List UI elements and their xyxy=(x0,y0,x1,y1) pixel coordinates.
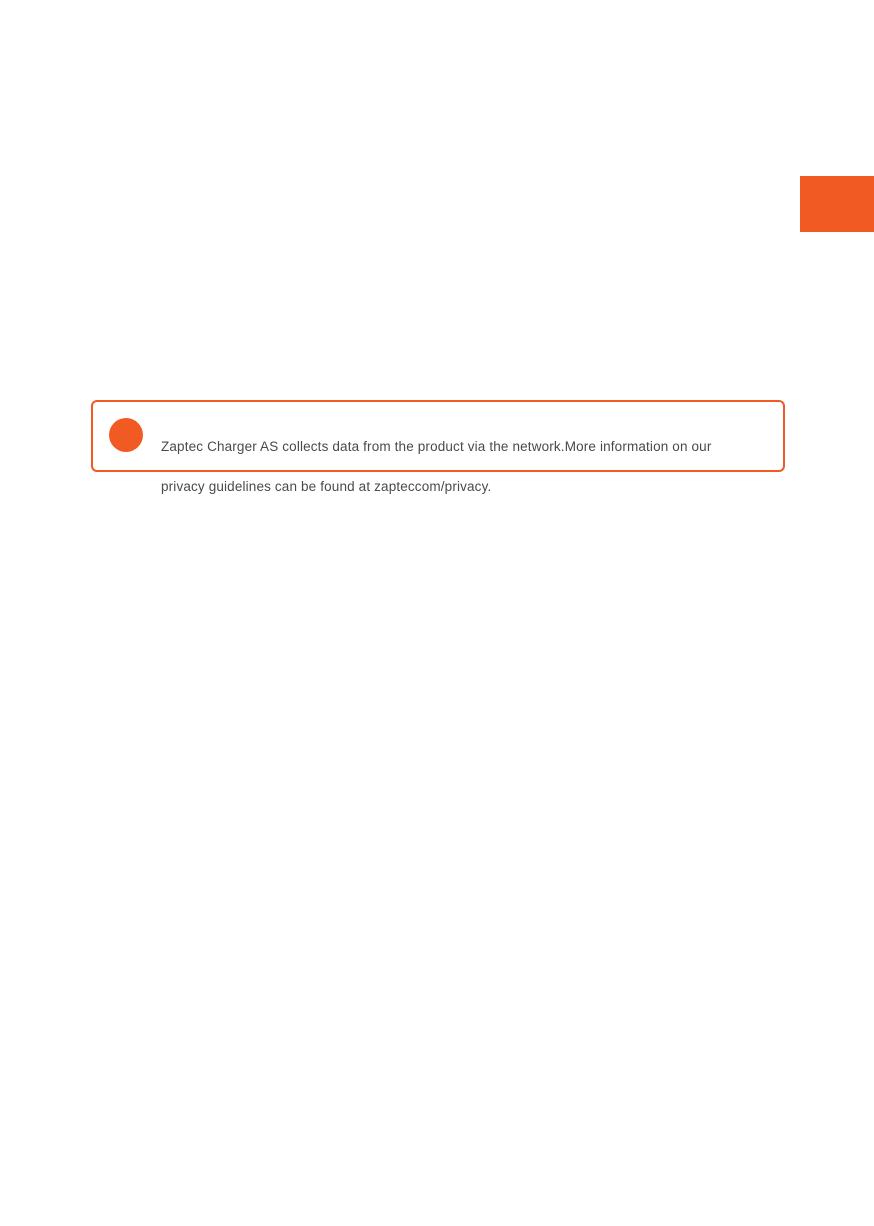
privacy-notice-text xyxy=(161,417,771,497)
privacy-notice-box xyxy=(91,400,785,494)
privacy-notice-line-1: Zaptec Charger AS collects data from the product via the network.More information on our xyxy=(161,439,712,454)
info-circle-icon xyxy=(109,418,143,452)
chapter-tab-marker xyxy=(800,176,874,232)
privacy-notice-line-2: privacy guidelines can be found at zapteccom/privacy. xyxy=(161,479,492,494)
